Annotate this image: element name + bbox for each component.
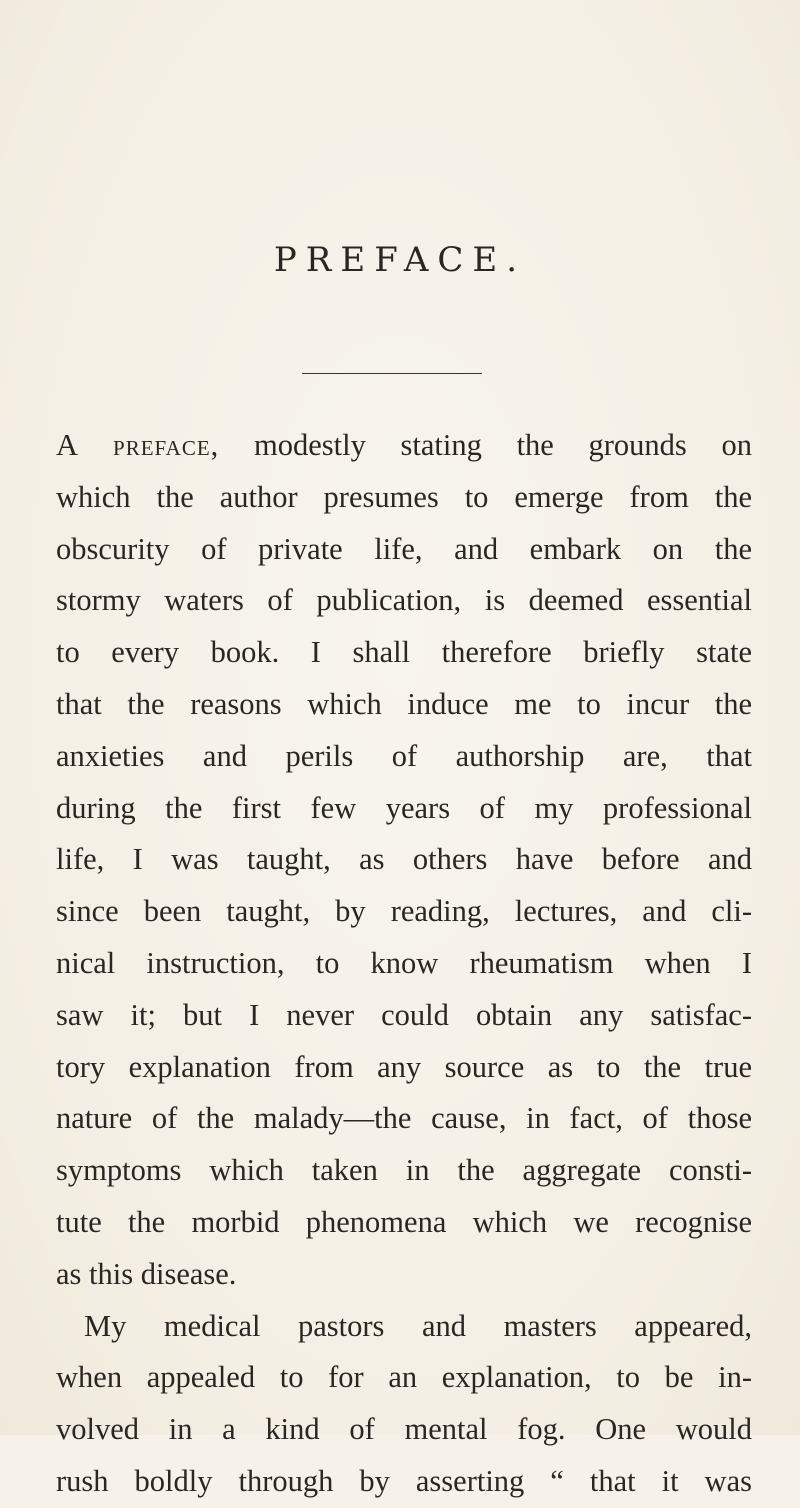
line-text: modestly stating the grounds on [219, 428, 752, 462]
text-line: nical instruction, to know rheumatism when I [56, 945, 752, 980]
text-line [56, 420, 752, 472]
lead-small-caps: A preface, [56, 428, 220, 462]
text-line: which the author presumes to emerge from the [56, 479, 752, 514]
preface-text [56, 420, 752, 1508]
text-line: volved in a kind of mental fog. One would [56, 1412, 752, 1447]
text-line: during the first few years of my professional [56, 790, 752, 825]
title-rule-divider [302, 373, 482, 374]
text-line: My medical pastors and masters appeared, [84, 1308, 752, 1343]
text-line: rush boldly through by asserting “ that it was [56, 1463, 752, 1498]
text-line: when appealed to for an explanation, to be in- [56, 1360, 752, 1395]
text-line: tory explanation from any source as to the true [56, 1049, 752, 1084]
text-line: to every book. I shall therefore briefly state [56, 635, 752, 670]
text-line: nature of the malady—the cause, in fact, of those [56, 1101, 752, 1136]
text-line: tute the morbid phenomena which we recognise [56, 1204, 752, 1239]
text-line: life, I was taught, as others have before and [56, 842, 752, 877]
text-line: as this disease. [56, 1256, 237, 1291]
text-line: obscurity of private life, and embark on the [56, 531, 752, 566]
text-line: saw it; but I never could obtain any satisfac- [56, 997, 752, 1032]
page-title: PREFACE. [273, 240, 527, 280]
text-line: stormy waters of publication, is deemed essential [56, 583, 752, 618]
text-line: that the reasons which induce me to incur the [56, 686, 752, 721]
text-line: symptoms which taken in the aggregate consti- [56, 1153, 752, 1188]
text-line: since been taught, by reading, lectures, and cli- [56, 894, 752, 929]
text-line: anxieties and perils of authorship are, that [56, 738, 752, 773]
